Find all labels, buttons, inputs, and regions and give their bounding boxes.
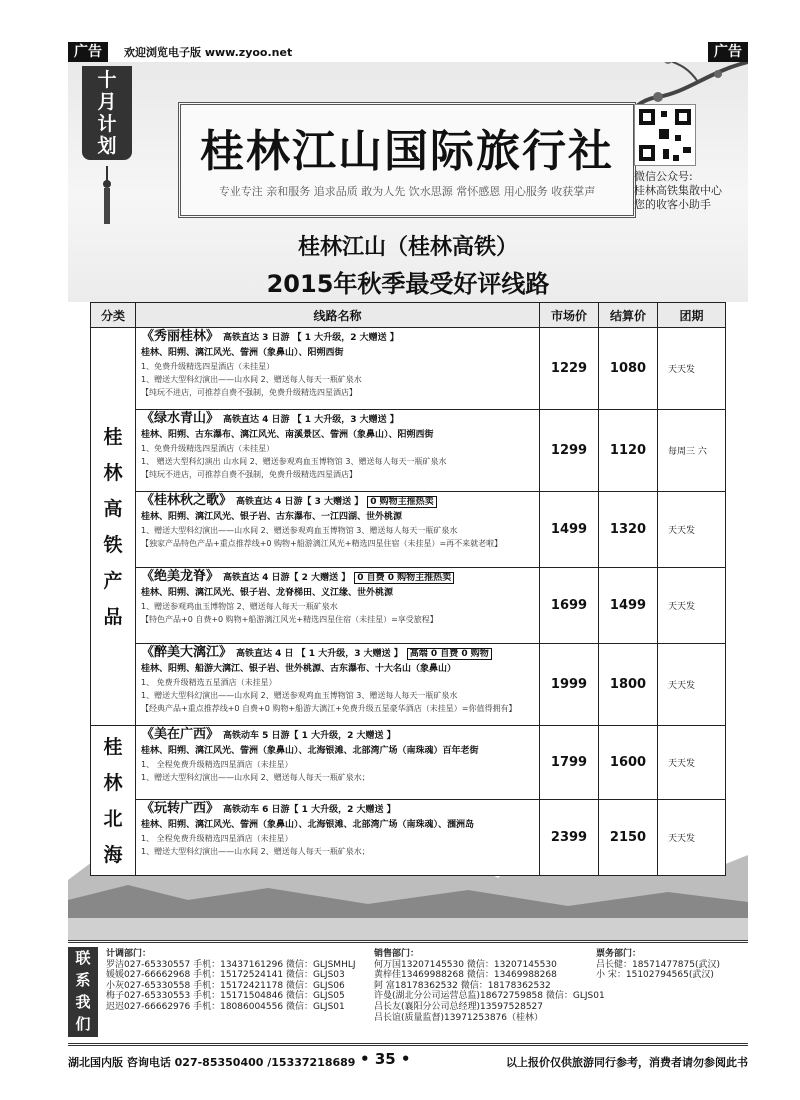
route-cell: 《桂林秋之歌》 高铁直达 4 日游【 3 大赠送 】 0 购物主推热卖 桂林、阳朔、漓江风光、银子岩、古东瀑布、一江四湖、世外桃源 1、赠送大型科幻演出——山水间 2、赠送参观鸡血玉博物馆 3、赠送每人每天一瓶矿泉水 【独家产品特色产品+重点推荐线+0 购物+船游漓江风光+精选四星住宿（未挂星）=再不来就老啦】 xyxy=(136,492,540,568)
table-row xyxy=(91,644,726,726)
qr-code xyxy=(634,104,696,166)
settle-price: 1120 xyxy=(599,410,658,492)
agency-name: 桂林江山国际旅行社 xyxy=(200,126,614,177)
market-price: 1799 xyxy=(540,726,599,800)
route-cell: 《醉美大漓江》 高铁直达 4 日 【 1 大升级，3 大赠送 】 高端 0 自费 0 购物 桂林、阳朔、船游大漓江、银子岩、世外桃源、古东瀑布、十大名山（象鼻山） 1、 免费升级精选五星酒店（未挂星） 1、赠送大型科幻演出——山水间 2、赠送参观鸡血玉博物馆 3、赠送每人每天一瓶矿泉水 【经典产品+重点推荐线+0 自费+0 购物+船游大漓江+免费升级五星豪华酒店（未挂星）=你值得拥有】 xyxy=(136,644,540,726)
tassel-decoration xyxy=(102,166,112,224)
table-header-row xyxy=(91,303,726,328)
market-price: 1229 xyxy=(540,328,599,410)
planning-dept-contacts: 计调部门： 罗洁027-65330557 手机：13437161296 微信：GLJSMHLJ 媛媛027-66662968 手机：15172524141 微信：GLJS03 小灰027-65330558 手机：15172421178 微信：GLJS06 梅子027-65330553 手机：15171504846 微信：GLJS05 迟迟027-66662976 手机：18086004556 微信：GLJS01 xyxy=(106,949,356,1012)
subtitle-season: 2015年秋季最受好评线路 xyxy=(266,270,550,298)
header-route-name: 线路名称 xyxy=(136,303,540,328)
schedule: 天天发 xyxy=(658,568,726,644)
header-schedule: 团期 xyxy=(658,303,726,328)
market-price: 2399 xyxy=(540,800,599,876)
route-cell: 《美在广西》 高铁动车 5 日游【 1 大升级，2 大赠送 】 桂林、阳朔、漓江风光、訾洲（象鼻山）、北海银滩、北部湾广场（南珠魂）百年老街 1、 全程免费升级精选四星酒店（未挂星） 1、赠送大型科幻演出——山水间 2、赠送每人每天一瓶矿泉水； xyxy=(136,726,540,800)
category-guilin-beihai: 桂 林 北 海 xyxy=(91,726,136,876)
ticket-dept-contacts: 票务部门： 吕长健：18571477875(武汉) 小 宋：15102794565(武汉) xyxy=(596,949,721,981)
table-row xyxy=(91,800,726,876)
market-price: 1699 xyxy=(540,568,599,644)
ad-label-left: 广告 xyxy=(68,42,108,62)
sales-dept-contacts: 销售部门： 何万国13207145530 微信：13207145530 黄梓佳13469988268 微信：13469988268 阿 富18178362532 微信：18178362532 许曼(湖北分公司运营总监)18672759858 微信：GLJS01 吕长友(襄阳分公司总经理)13597528527 吕长谊(质量监督)13971253876（桂林） xyxy=(374,949,605,1023)
route-cell: 《玩转广西》 高铁动车 6 日游【 1 大升级，2 大赠送 】 桂林、阳朔、漓江风光、訾洲（象鼻山）、北海银滩、北部湾广场（南珠魂）、涠洲岛 1、 全程免费升级精选四星酒店（未挂星） 1、赠送大型科幻演出——山水间 2、赠送每人每天一瓶矿泉水； xyxy=(136,800,540,876)
contacts-section xyxy=(68,940,748,1046)
header-category: 分类 xyxy=(91,303,136,328)
settle-price: 1800 xyxy=(599,644,658,726)
settle-price: 1600 xyxy=(599,726,658,800)
welcome-text: 欢迎浏览电子版 www.zyoo.net xyxy=(124,46,293,59)
table-row xyxy=(91,568,726,644)
page-number: • 35 • xyxy=(360,1050,411,1068)
agency-scroll-panel xyxy=(178,102,636,218)
agency-slogan: 专业专注 亲和服务 追求品质 敢为人先 饮水思源 常怀感恩 用心服务 收获掌声 xyxy=(218,185,596,198)
route-cell: 《绿水青山》 高铁直达 4 日游 【 1 大升级，3 大赠送 】 桂林、阳朔、古东瀑布、漓江风光、南溪景区、訾洲（象鼻山）、阳朔西街 1、免费升级精选四星酒店（未挂星） 1、 赠送大型科幻演出 山水间 2、赠送参观鸡血玉博物馆 3、赠送每人每天一瓶矿泉水 【纯玩不进店，可推荐自费不强制，免费升级精选四星酒店】 xyxy=(136,410,540,492)
subtitle-agency: 桂林江山（桂林高铁） xyxy=(297,235,518,260)
ad-label-right: 广告 xyxy=(708,42,748,62)
table-row xyxy=(91,492,726,568)
settle-price: 1080 xyxy=(599,328,658,410)
route-cell: 《绝美龙脊》 高铁直达 4 日游【 2 大赠送 】 0 自费 0 购物主推热卖 桂林、阳朔、漓江风光、银子岩、龙脊梯田、义江缘、世外桃源 1、赠送参观鸡血玉博物馆 2、赠送每人每天一瓶矿泉水 【特色产品+0 自费+0 购物+船游漓江风光+精选四星住宿（未挂星）=享受旅程】 xyxy=(136,568,540,644)
schedule: 天天发 xyxy=(658,800,726,876)
category-guilin-highspeed: 桂 林 高 铁 产 品 xyxy=(91,328,136,726)
wechat-info: 微信公众号: 桂林高铁集散中心 您的收客小助手 xyxy=(634,170,722,211)
top-bar xyxy=(68,42,748,62)
header-market-price: 市场价 xyxy=(540,303,599,328)
routes-table xyxy=(90,302,726,876)
banner xyxy=(68,62,748,302)
settle-price: 1320 xyxy=(599,492,658,568)
header-settle-price: 结算价 xyxy=(599,303,658,328)
market-price: 1999 xyxy=(540,644,599,726)
month-plan-tab: 十 月 计 划 xyxy=(82,66,132,160)
footer-hotline: 湖北国内版 咨询电话 027-85350400 /15337218689 xyxy=(68,1056,356,1069)
schedule: 天天发 xyxy=(658,328,726,410)
settle-price: 2150 xyxy=(599,800,658,876)
settle-price: 1499 xyxy=(599,568,658,644)
footer xyxy=(68,1050,748,1072)
table-row xyxy=(91,726,726,800)
market-price: 1299 xyxy=(540,410,599,492)
table-row xyxy=(91,328,726,410)
footer-disclaimer: 以上报价仅供旅游同行参考，消费者请勿参阅此书 xyxy=(506,1056,748,1069)
route-cell: 《秀丽桂林》 高铁直达 3 日游 【 1 大升级，2 大赠送 】 桂林、阳朔、漓江风光、訾洲（象鼻山）、阳朔西街 1、免费升级精选四星酒店（未挂星） 1、赠送大型科幻演出——山水间 2、赠送每人每天一瓶矿泉水 【纯玩不进店，可推荐自费不强制，免费升级精选四星酒店】 xyxy=(136,328,540,410)
schedule: 每周三 六 xyxy=(658,410,726,492)
schedule: 天天发 xyxy=(658,726,726,800)
market-price: 1499 xyxy=(540,492,599,568)
schedule: 天天发 xyxy=(658,644,726,726)
schedule: 天天发 xyxy=(658,492,726,568)
contact-us-tab: 联 系 我 们 xyxy=(68,947,98,1037)
table-row xyxy=(91,410,726,492)
